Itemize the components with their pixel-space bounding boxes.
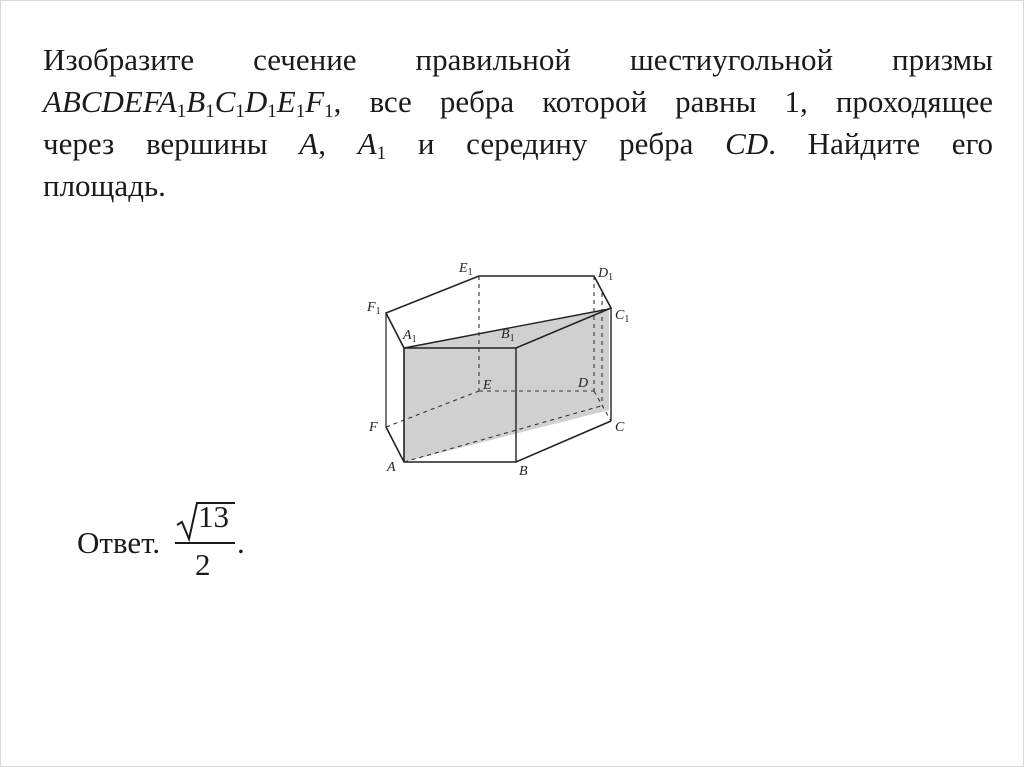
problem-line-2 xyxy=(43,81,993,123)
label-f: F xyxy=(369,420,378,435)
subscript: 1 xyxy=(267,101,277,122)
subscript: 1 xyxy=(235,101,245,122)
problem-line-3-prefix: через вершины xyxy=(43,126,300,161)
vertex-a: A xyxy=(299,126,319,161)
answer-fraction xyxy=(175,497,235,587)
label-b: B xyxy=(519,464,528,479)
label-d1: $D_1$ xyxy=(598,266,614,283)
problem-line-2-suffix: , все ребра которой равны 1, проходящее xyxy=(333,84,993,119)
problem-line-3 xyxy=(43,123,993,165)
subscript: 1 xyxy=(324,101,334,122)
problem-line-3-mid: и середину ребра xyxy=(386,126,726,161)
prism-name-base: ABCDEFA xyxy=(43,84,177,119)
label-a: A xyxy=(387,460,396,475)
answer-period: . xyxy=(237,525,245,560)
label-b1: $B_1$ xyxy=(501,327,515,344)
fraction-bar xyxy=(175,542,235,544)
subscript: 1 xyxy=(376,143,387,164)
label-d: D xyxy=(578,376,589,391)
problem-line-1: Изобразите сечение правильной шестиугольной призмы xyxy=(43,42,993,77)
prism-figure xyxy=(356,253,646,483)
problem-text xyxy=(43,39,993,207)
subscript: 1 xyxy=(295,101,306,122)
label-a1: $A_1$ xyxy=(403,328,417,345)
answer-numerator: 13 xyxy=(198,499,229,534)
subscript: 1 xyxy=(205,101,215,122)
problem-line-3-suffix: . Найдите его xyxy=(768,126,994,161)
vertex-d1: D xyxy=(244,84,268,119)
vertex-f1: F xyxy=(305,84,325,119)
label-e: E xyxy=(483,378,492,393)
subscript: 1 xyxy=(176,101,187,122)
label-f1: $F_1$ xyxy=(367,300,381,317)
vertex-c1: C xyxy=(214,84,236,119)
edge-cd: CD xyxy=(725,126,769,161)
label-c: C xyxy=(615,420,625,435)
vertex-b1: B xyxy=(186,84,206,119)
vertex-a1: A xyxy=(357,126,377,161)
prism-diagram xyxy=(356,253,646,483)
vertex-e1: E xyxy=(276,84,296,119)
label-c1: $C_1$ xyxy=(615,308,630,325)
comma: , xyxy=(318,126,358,161)
problem-line-4: площадь. xyxy=(43,168,166,203)
label-e1: $E_1$ xyxy=(459,261,473,278)
answer-denominator: 2 xyxy=(195,547,211,582)
answer-label: Ответ. xyxy=(77,525,161,560)
